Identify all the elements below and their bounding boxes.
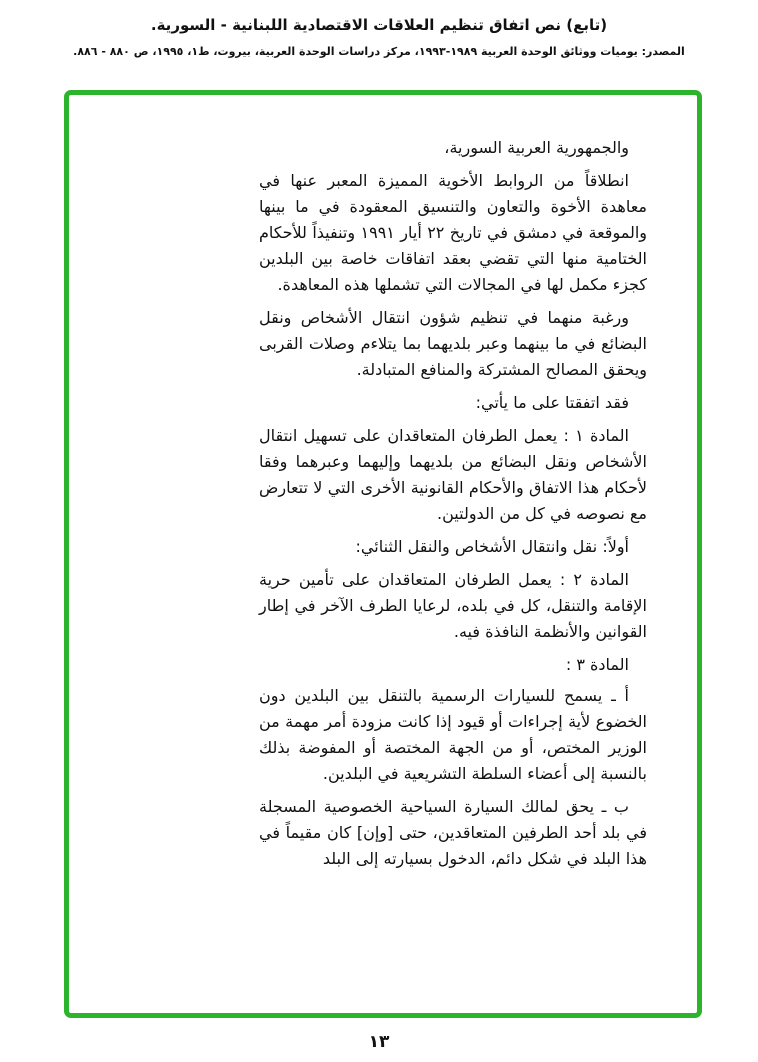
- para-preamble-desire: ورغبة منهما في تنظيم شؤون انتقال الأشخاص ونقل البضائع في ما بينهما وعبر بلديهما بما يتلاءم وصلات القربى ويحقق المصالح المشتركة والمنافع المتبادلة.: [259, 308, 647, 379]
- header-title: (تابع) نص اتفاق تنظيم العلاقات الاقتصادية اللبنانية - السورية.: [150, 16, 608, 34]
- para-agreement-intro: فقد اتفقتا على ما يأتي:: [475, 393, 629, 412]
- para-section-first-heading: أولاً: نقل وانتقال الأشخاص والنقل الثنائي:: [355, 537, 629, 556]
- para-article-2: المادة ٢ : يعمل الطرفان المتعاقدان على تأمين حرية الإقامة والتنقل، كل في بلده، لرعايا الطرف الآخر في إطار القوانين والأنظمة النافذة فيه.: [259, 570, 647, 641]
- green-content-frame: [64, 90, 702, 1018]
- para-article-1: المادة ١ : يعمل الطرفان المتعاقدان على تسهيل انتقال الأشخاص ونقل البضائع من بلديهما وإليهما وعبرهما وفقا لأحكام هذا الاتفاق والأحكام القانونية الأخرى التي لا تتعارض مع نصوصه في كل من الدولتين.: [259, 426, 647, 523]
- header-source-line: المصدر: يوميات ووثائق الوحدة العربية ١٩٨٩-١٩٩٣، مركز دراسات الوحدة العربية، بيروت، ط١، ١٩٩٥، ص ٨٨٠ - ٨٨٦.: [73, 45, 685, 58]
- body-text-column: [259, 135, 647, 879]
- para-article-3-clause-a: أ ـ يسمح للسيارات الرسمية بالتنقل بين البلدين دون الخضوع لأية إجراءات أو قيود إذا كانت مزودة أمر مهمة من الوزير المختص، أو من الجهة المختصة أو المفوضة بذلك بالنسبة إلى أعضاء السلطة التشريعية في البلدين.: [259, 686, 647, 783]
- para-preamble-treaty: انطلاقاً من الروابط الأخوية المميزة المعبر عنها في معاهدة الأخوة والتعاون والتنسيق المعقودة في ما بينها والموقعة في دمشق في تاريخ ٢٢ أيار ١٩٩١ وتنفيذاً للأحكام الختامية منها التي تقضي بعقد اتفاقات خاصة بين البلدين كجزء مكمل لها في المجالات التي تشملها هذه المعاهدة.: [259, 171, 648, 294]
- para-article-3-heading: المادة ٣ :: [565, 655, 629, 674]
- page-number: ١٣: [368, 1032, 390, 1052]
- document-header: [0, 16, 758, 58]
- para-article-3-clause-b: ب ـ يحق لمالك السيارة السياحية الخصوصية المسجلة في بلد أحد الطرفين المتعاقدين، حتى [وإن] كان مقيماً في هذا البلد في شكل دائم، الدخول بسيارته إلى البلد: [259, 797, 647, 868]
- para-syrian-republic: والجمهورية العربية السورية،: [444, 138, 629, 157]
